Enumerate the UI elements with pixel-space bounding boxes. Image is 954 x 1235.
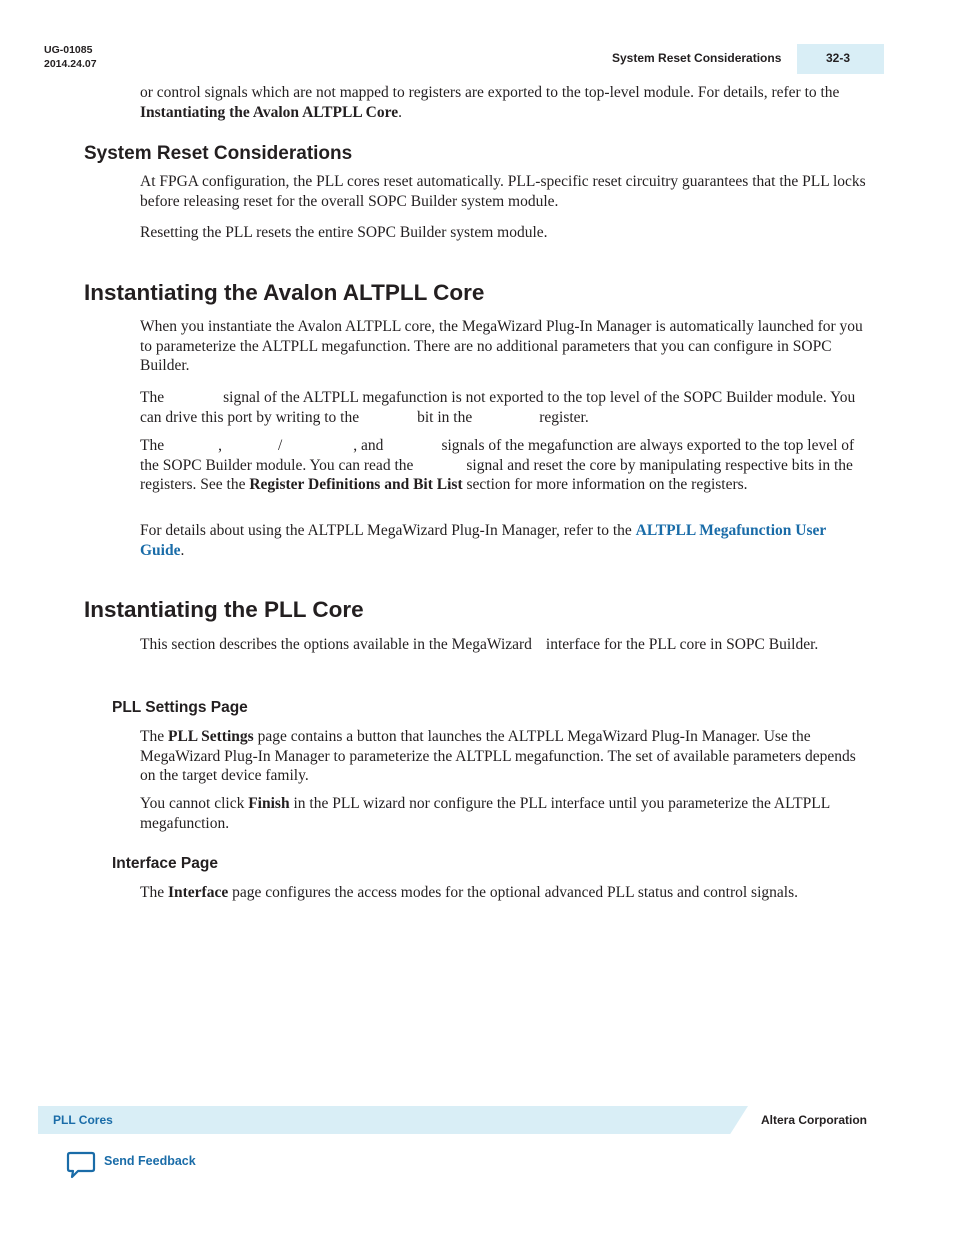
- text-span: For details about using the ALTPLL MegaWizard Plug-In Manager, refer to the: [140, 522, 636, 539]
- subheading-interface-page: Interface Page: [112, 855, 218, 872]
- header-section-title: System Reset Considerations: [612, 51, 782, 65]
- footer-chapter-title: PLL Cores: [53, 1113, 113, 1127]
- avalon-paragraph-2: [140, 388, 874, 427]
- text-span: The: [140, 389, 165, 406]
- text-span: signal and reset the core by manipulating respective bits in the registers. See the: [140, 456, 853, 493]
- text-span: bit in the: [417, 408, 473, 426]
- intro-reference: Instantiating the Avalon ALTPLL Core: [140, 103, 399, 121]
- text-span: page configures the access modes for the optional advanced PLL status and control signals.: [228, 884, 798, 901]
- text-span: signals of the megafunction are always exported to the top level of the SOPC Builder module. You can read the: [140, 437, 855, 474]
- text-span: signal of the ALTPLL megafunction is not exported to the top level of the SOPC Builder module. You can drive this port by writing to the: [140, 389, 856, 426]
- section-heading-avalon-altpll: Instantiating the Avalon ALTPLL Core: [84, 280, 485, 305]
- send-feedback-link[interactable]: Send Feedback: [104, 1154, 196, 1168]
- intro-text: or control signals which are not mapped to registers are exported to the top-level module. For details, refer to the: [140, 84, 840, 101]
- text-span: The: [140, 437, 165, 454]
- avalon-paragraph-3: [140, 436, 874, 495]
- section-heading-pll-core: Instantiating the PLL Core: [84, 597, 364, 622]
- doc-id: UG-01085: [44, 44, 93, 56]
- altpll-user-guide-link[interactable]: ALTPLL Megafunction User Guide: [140, 522, 826, 559]
- speech-bubble-icon[interactable]: [66, 1151, 96, 1179]
- text-span: page contains a button that launches the ALTPLL MegaWizard Plug-In Manager. Use the MegaWizard Plug-In Manager to parameterize the ALTPLL megafunction. The set of available parameters depends on the target device family.: [140, 728, 856, 784]
- avalon-paragraph-4: [140, 521, 874, 560]
- register-definitions-reference: Register Definitions and Bit List: [249, 476, 463, 493]
- text-span: The: [140, 728, 168, 745]
- text-span: /: [277, 437, 283, 454]
- text-span: register.: [539, 408, 589, 426]
- interface-term: Interface: [167, 884, 229, 901]
- doc-date: 2014.24.07: [44, 58, 97, 70]
- text-span: , and: [353, 437, 384, 454]
- text-span: The: [140, 884, 168, 901]
- avalon-paragraph-1: When you instantiate the Avalon ALTPLL core, the MegaWizard Plug-In Manager is automatically launched for you to parameterize the ALTPLL megafunction. There are no additional parameters that you can configure in SOPC Builder.: [140, 318, 863, 374]
- text-span: ,: [218, 437, 222, 454]
- text-span: .: [180, 541, 185, 559]
- pll-settings-term: PLL Settings: [167, 728, 254, 745]
- text-span: in the PLL wizard nor configure the PLL interface until you parameterize the ALTPLL megafunction.: [140, 795, 830, 832]
- text-span: This section describes the options available in the MegaWizard: [140, 636, 532, 653]
- pll-core-paragraph: [140, 635, 874, 655]
- interface-paragraph: [140, 883, 874, 903]
- settings-paragraph-2: [140, 794, 874, 833]
- footer-band: [38, 1106, 748, 1134]
- text-span: section for more information on the registers.: [462, 476, 748, 493]
- text-span: interface for the PLL core in SOPC Builder.: [545, 636, 819, 653]
- subheading-pll-settings-page: PLL Settings Page: [112, 699, 248, 716]
- system-reset-paragraph-1: At FPGA configuration, the PLL cores reset automatically. PLL-specific reset circuitry guarantees that the PLL locks before releasing reset for the overall SOPC Builder system module.: [140, 173, 866, 210]
- intro-paragraph: [140, 83, 874, 122]
- doc-id-block: [44, 43, 97, 71]
- finish-term: Finish: [248, 795, 290, 812]
- footer-company: Altera Corporation: [761, 1113, 868, 1127]
- page-number: 32-3: [826, 51, 851, 65]
- section-heading-system-reset: System Reset Considerations: [84, 143, 353, 164]
- intro-text-end: .: [398, 103, 402, 121]
- settings-paragraph-1: [140, 727, 874, 786]
- system-reset-paragraph-2: Resetting the PLL resets the entire SOPC Builder system module.: [140, 224, 548, 241]
- text-span: You cannot click: [140, 795, 249, 812]
